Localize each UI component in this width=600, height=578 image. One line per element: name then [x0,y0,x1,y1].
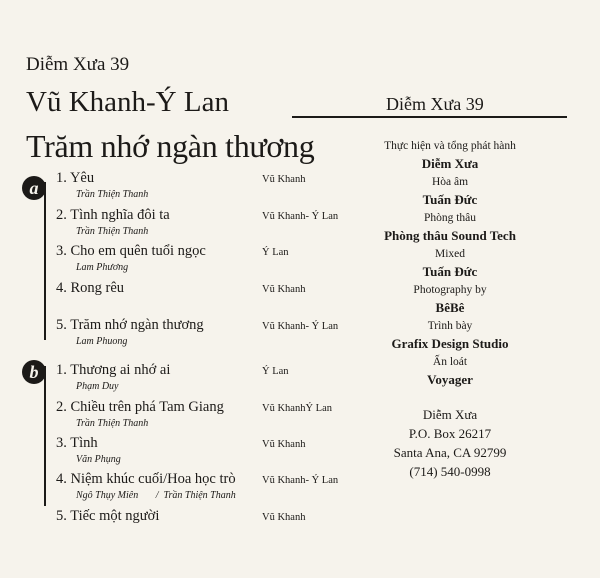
publisher-name: Diễm Xưa [422,407,478,422]
track-singer: Vũ Khanh [262,174,306,185]
city-line: Santa Ana, CA 92799 [393,445,507,460]
track-singer: Vũ Khanh- Ý Lan [262,321,339,332]
track-composer: Trần Thiện Thanh [76,418,149,429]
track-singer: Vũ Khanh [262,284,306,295]
track-a4 [56,280,124,297]
credit-role: Ấn loát [432,356,468,368]
track-composer: Ngô Thụy Miên / Trần Thiện Thanh [76,490,236,501]
credit-role: Photography by [413,284,487,296]
track-singer: Vũ KhanhÝ Lan [262,403,332,414]
track-composer: Phạm Duy [76,381,119,392]
track-composer: Văn Phụng [76,454,121,465]
track-title: 1. Yêu [56,170,95,186]
track-singer: Vũ Khanh- Ý Lan [262,211,339,222]
track-composer: Lam Phương [76,262,129,273]
po-box: P.O. Box 26217 [408,426,492,441]
track-singer: Vũ Khanh- Ý Lan [262,475,339,486]
side-a-bar [44,182,46,340]
track-composer: Trần Thiện Thanh [76,189,149,200]
track-a1 [56,170,148,200]
production-credits [356,138,544,390]
credit-name: Grafix Design Studio [391,336,509,351]
track-b4 [56,471,236,501]
side-a-icon [22,176,46,200]
track-title: 3. Tình [56,435,98,451]
title-divider [292,116,567,118]
credit-role: Hòa âm [431,176,469,188]
credit-role: Mixed [434,248,466,260]
track-title: 4. Niệm khúc cuối/Hoa học trò [56,471,236,487]
credit-role: Trình bày [427,320,473,332]
credit-name: Phòng thâu Sound Tech [384,228,516,243]
track-a5 [56,317,204,347]
track-singer: Vũ Khanh [262,439,306,450]
track-singer: Ý Lan [262,247,289,258]
credit-name: Voyager [427,372,473,387]
side-b-bar [44,366,46,506]
credit-role: Thực hiện và tổng phát hành [384,140,516,152]
credit-name: BêBê [435,300,465,315]
track-a2 [56,207,170,237]
track-b5 [56,508,159,525]
side-b-icon [22,360,46,384]
phone-number: (714) 540-0998 [409,464,491,479]
track-a3 [56,243,206,273]
side-b-letter: b [29,361,39,382]
credit-name: Diễm Xưa [421,156,479,171]
credit-role: Phòng thâu [423,212,477,224]
track-title: 1. Thương ai nhớ ai [56,362,171,378]
track-composer: Trần Thiện Thanh [76,226,149,237]
track-b3 [56,435,121,465]
track-title: 5. Trăm nhớ ngàn thương [56,317,204,333]
track-b2 [56,399,224,429]
album-title: Trăm nhớ ngàn thương [26,128,315,164]
track-singer: Ý Lan [262,366,289,377]
track-title: 3. Cho em quên tuổi ngọc [56,243,206,259]
album-code-right: Diễm Xưa 39 [386,94,484,114]
track-title: 4. Rong rêu [56,280,125,296]
artist-name: Vũ Khanh-Ý Lan [26,86,229,118]
track-composer: Lam Phuong [76,336,128,347]
track-title: 2. Chiều trên phá Tam Giang [56,399,224,415]
album-code-label: Diễm Xưa 39 [26,54,130,75]
track-title: 5. Tiếc một người [56,508,160,524]
side-a-letter: a [29,177,39,198]
credit-name: Tuấn Đức [422,192,478,207]
credit-name: Tuấn Đức [422,264,478,279]
track-title: 2. Tình nghĩa đôi ta [56,207,170,223]
publisher-address [356,405,544,481]
track-singer: Vũ Khanh [262,512,306,523]
track-b1 [56,362,170,392]
